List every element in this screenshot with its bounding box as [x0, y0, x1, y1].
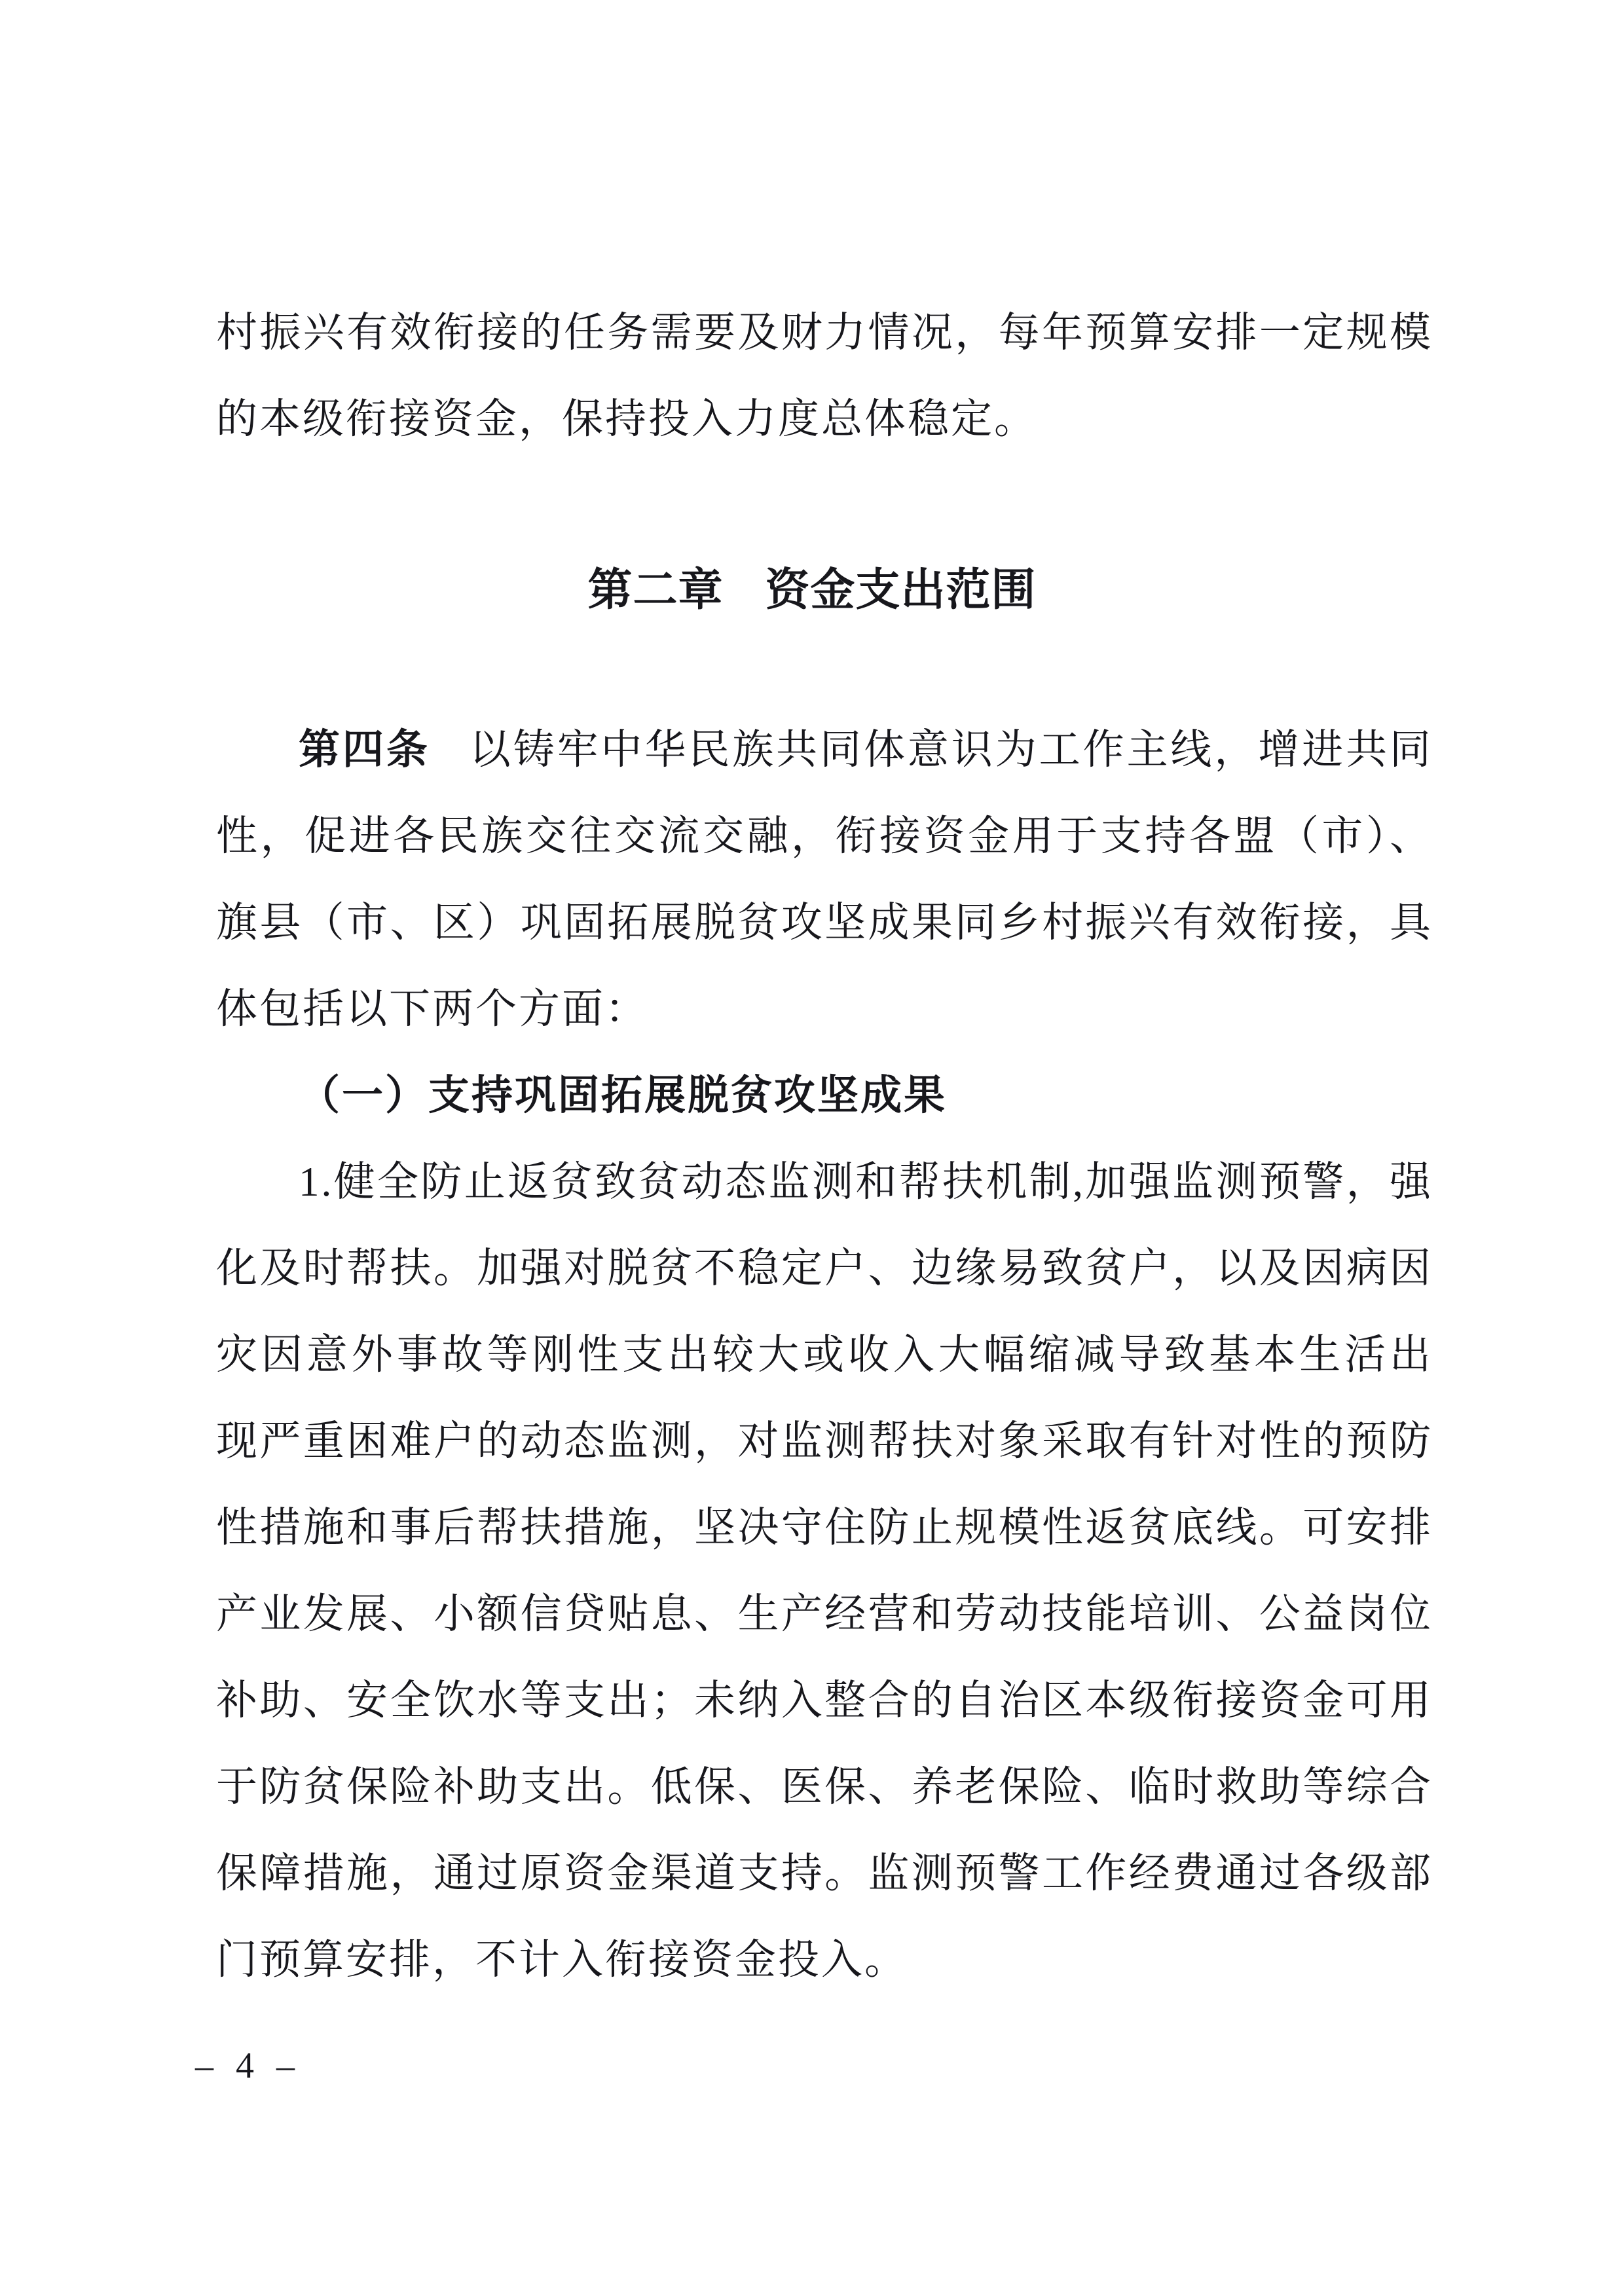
article-line: 体包括以下两个方面：: [216, 986, 648, 1032]
point-1-line: 1.健全防止返贫致贫动态监测和帮扶机制,加强监测预警，强: [299, 1159, 1433, 1205]
point-1-line: 灾因意外事故等刚性支出较大或收入大幅缩减导致基本生活出: [216, 1332, 1433, 1378]
chapter-title: 资金支出范围: [765, 565, 1037, 615]
point-1-line: 产业发展、小额信贷贴息、生产经营和劳动技能培训、公益岗位: [216, 1591, 1433, 1637]
point-1-line: 性措施和事后帮扶措施，坚决守住防止规模性返贫底线。可安排: [216, 1505, 1433, 1551]
point-1-line: 现严重困难户的动态监测，对监测帮扶对象采取有针对性的预防: [216, 1418, 1433, 1464]
point-1-line: 补助、安全饮水等支出；未纳入整合的自治区本级衔接资金可用: [216, 1678, 1433, 1723]
article-4-section: [216, 707, 1433, 2003]
point-1-line: 门预算安排，不计入衔接资金投入。: [216, 1937, 908, 1983]
article-line-text: 以铸牢中华民族共同体意识为工作主线，增进共同: [469, 727, 1433, 773]
article-line: 性，促进各民族交往交流交融，衔接资金用于支持各盟（市）、: [216, 813, 1433, 859]
text-line: 的本级衔接资金，保持投入力度总体稳定。: [216, 396, 1037, 442]
chapter-number: 第二章: [587, 565, 724, 615]
chapter-heading: [0, 560, 1624, 619]
point-1-line: 化及时帮扶。加强对脱贫不稳定户、边缘易致贫户，以及因病因: [216, 1245, 1433, 1291]
item-1-heading: （一）支持巩固拓展脱贫攻坚成果: [299, 1073, 947, 1118]
article-line: 旗县（市、区）巩固拓展脱贫攻坚成果同乡村振兴有效衔接，具: [216, 900, 1433, 946]
text-line: 村振兴有效衔接的任务需要及财力情况，每年预算安排一定规模: [216, 310, 1433, 356]
point-1-line: 保障措施，通过原资金渠道支持。监测预警工作经费通过各级部: [216, 1850, 1433, 1896]
point-1-line: 于防贫保险补助支出。低保、医保、养老保险、临时救助等综合: [216, 1764, 1433, 1810]
intro-paragraph: [216, 289, 1433, 462]
page-number: – 4 –: [195, 2046, 301, 2086]
article-term: 第四条: [299, 727, 430, 773]
article-line: [216, 707, 1433, 793]
